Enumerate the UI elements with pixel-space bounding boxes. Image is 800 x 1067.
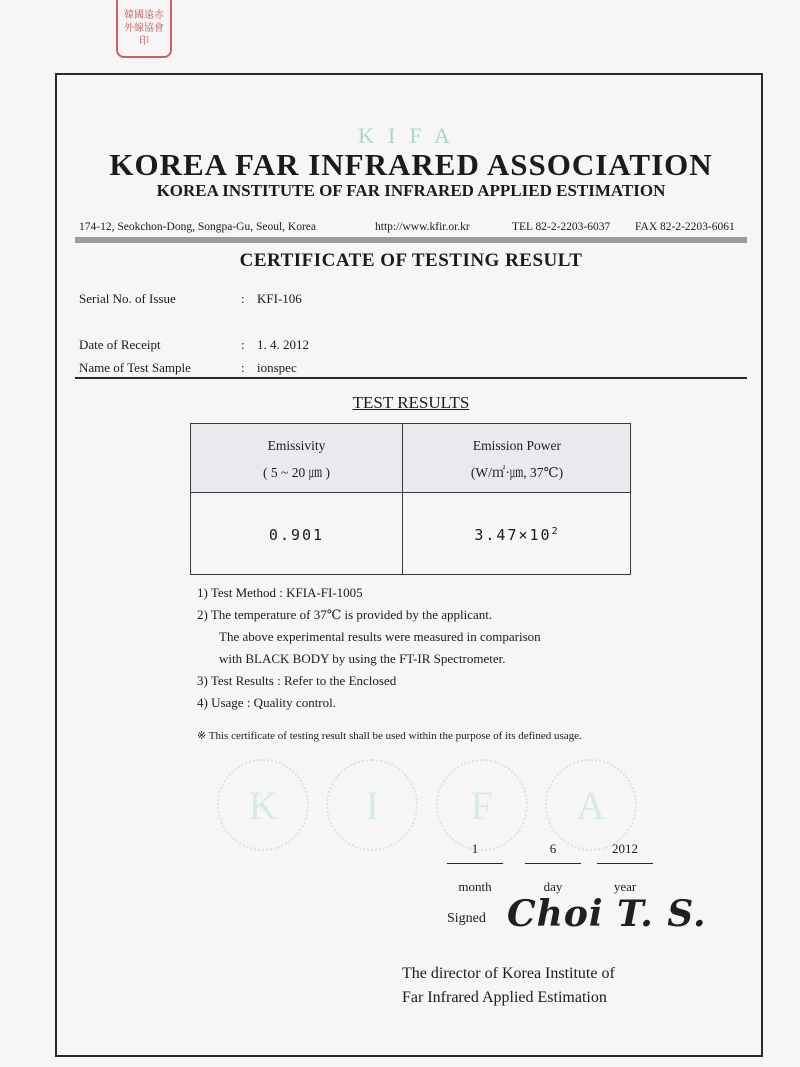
seal-char: 國 (134, 9, 144, 21)
header-divider (75, 237, 747, 243)
year-label: year (613, 879, 637, 894)
month-label: month (458, 879, 492, 894)
seal-char: 協 (144, 22, 154, 34)
signed-label: Signed (447, 911, 486, 926)
note-2: 2) The temperature of 37℃ is provided by the applicant. (197, 607, 493, 622)
watermark-letter: A (545, 759, 637, 851)
institute-name: KOREA INSTITUTE OF FAR INFRARED APPLIED ESTIMATION (156, 181, 666, 200)
emissivity-value: 0.901 (268, 526, 325, 544)
certificate-title: CERTIFICATE OF TESTING RESULT (239, 250, 583, 271)
watermark-letter: F (436, 759, 528, 851)
issue-day-value: 6 (549, 841, 557, 856)
watermark-letter: K (217, 759, 309, 851)
day-underline (525, 863, 581, 864)
issue-year-value: 2012 (612, 841, 638, 856)
receipt-label: Date of Receipt (79, 337, 161, 352)
certificate-frame (55, 73, 763, 1057)
test-results-heading: TEST RESULTS (352, 393, 470, 412)
seal-char: 會 (154, 22, 164, 34)
seal-char: 線 (134, 22, 144, 34)
year-underline (597, 863, 653, 864)
usage-disclaimer: ※ This certificate of testing result shall be used within the purpose of its defined usage. (197, 730, 582, 742)
issue-month-value: 1 (471, 841, 479, 856)
note-2-cont-a: The above experimental results were measured in comparison (219, 629, 541, 644)
table-header-row (191, 424, 630, 493)
seal-char: 遠 (144, 9, 154, 21)
kifa-acronym: KIFA (358, 123, 464, 148)
emission-power-unit: (W/㎡·㎛, 37℃) (470, 465, 564, 480)
organization-name: KOREA FAR INFRARED ASSOCIATION (109, 147, 713, 182)
receipt-colon: : (241, 337, 245, 352)
sample-label: Name of Test Sample (79, 360, 191, 375)
seal-char: 印 (139, 35, 149, 47)
fax: FAX 82-2-2203-6061 (635, 221, 735, 233)
emission-power-header: Emission Power (472, 438, 562, 453)
note-2-cont-b: with BLACK BODY by using the FT-IR Spectrometer. (219, 651, 506, 666)
seal-char: 赤 (154, 9, 164, 21)
handwritten-signature: Choi T. S. (507, 893, 707, 935)
receipt-value: 1. 4. 2012 (257, 337, 309, 352)
seal-char: 韓 (124, 9, 134, 21)
kifa-watermark (217, 755, 637, 855)
info-divider (75, 377, 747, 379)
note-1: 1) Test Method : KFIA-FI-1005 (197, 585, 363, 600)
website-link[interactable]: http://www.kfir.or.kr (375, 221, 470, 233)
note-4: 4) Usage : Quality control. (197, 695, 336, 710)
address: 174-12, Seokchon-Dong, Songpa-Gu, Seoul, Korea (79, 221, 316, 233)
emission-power-exponent: 2 (551, 526, 560, 537)
director-line-1: The director of Korea Institute of (402, 965, 615, 982)
emission-power-mantissa: 3.47×10 (474, 526, 552, 544)
serial-value: KFI-106 (257, 291, 302, 306)
day-label: day (543, 879, 563, 894)
month-underline (447, 863, 503, 864)
serial-label: Serial No. of Issue (79, 291, 176, 306)
serial-colon: : (241, 291, 245, 306)
test-results-table (190, 423, 631, 575)
sample-colon: : (241, 360, 245, 375)
official-seal-stamp (116, 0, 172, 58)
watermark-letter: I (326, 759, 418, 851)
telephone: TEL 82-2-2203-6037 (512, 221, 611, 233)
director-line-2: Far Infrared Applied Estimation (402, 989, 607, 1006)
emission-power-value (403, 526, 631, 544)
note-3: 3) Test Results : Refer to the Enclosed (197, 673, 397, 688)
emissivity-unit: ( 5 ~ 20 ㎛ ) (263, 465, 330, 480)
seal-char: 外 (124, 22, 134, 34)
sample-value: ionspec (257, 360, 297, 375)
emissivity-header: Emissivity (267, 438, 326, 453)
